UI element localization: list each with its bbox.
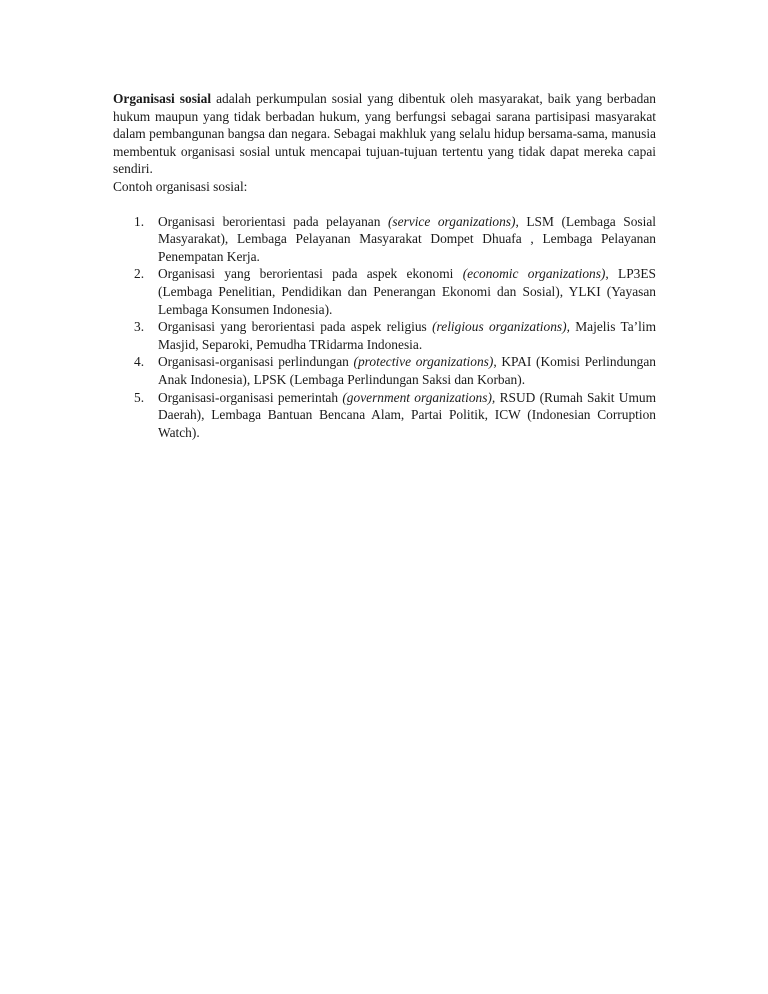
intro-paragraph xyxy=(113,90,656,178)
list-item-text-after: , LP3ES (Lembaga Penelitian, Pendidikan dan Penerangan Ekonomi dan Sosial), YLKI (Yayasan Lembaga Konsumen Indonesia). xyxy=(158,266,656,317)
document-page xyxy=(113,90,656,441)
list-item-number: 1. xyxy=(134,213,145,229)
list-item-italic: (economic organizations) xyxy=(462,266,606,282)
list-item-text-after: Majelis Ta’lim Masjid, Separoki, Pemudha TRidarma Indonesia. xyxy=(158,319,656,352)
list-item-text: Organisasi-organisasi pemerintah xyxy=(158,389,343,405)
intro-text: adalah perkumpulan sosial yang dibentuk oleh masyarakat, baik yang berbadan hukum maupun yang tidak berbadan hukum, yang berfungsi sebagai sarana partisipasi masyarakat dalam pembangunan bangsa dan negara. Sebagai makhluk yang selalu hidup bersama-sama, manusia membentuk organisasi sosial untuk mencapai tujuan-tujuan tertentu yang tidak dapat mereka capai sendiri. xyxy=(113,91,656,177)
list-item-text: Organisasi yang berorientasi pada aspek religius xyxy=(158,319,433,335)
list-item xyxy=(113,318,656,353)
list-item-text-after: RSUD (Rumah Sakit Umum Daerah), Lembaga Bantuan Bencana Alam, Partai Politik, ICW (Indonesian Corruption Watch). xyxy=(158,389,656,440)
list-item-italic: (government organizations), xyxy=(342,389,496,405)
list-item-number: 3. xyxy=(134,319,145,335)
list-item-number: 5. xyxy=(134,389,145,405)
list-item xyxy=(113,389,656,442)
list-item-text: Organisasi yang berorientasi pada aspek ekonomi xyxy=(158,266,463,282)
list-item-text-after: , KPAI (Komisi Perlindungan Anak Indonesia), LPSK (Lembaga Perlindungan Saksi dan Korban). xyxy=(158,354,656,387)
list-item-number: 2. xyxy=(134,266,145,282)
list-item-text-after: , LSM (Lembaga Sosial Masyarakat), Lembaga Pelayanan Masyarakat Dompet Dhuafa , Lembaga Pelayanan Penempatan Kerja. xyxy=(158,213,656,264)
list-item-text: Organisasi berorientasi pada pelayanan xyxy=(158,213,388,229)
examples-heading: Contoh organisasi sosial: xyxy=(113,178,248,194)
list-item xyxy=(113,353,656,388)
list-item-text: Organisasi-organisasi perlindungan xyxy=(158,354,354,370)
list-item-number: 4. xyxy=(134,354,145,370)
organization-list xyxy=(113,213,656,442)
list-item-italic: (protective organizations) xyxy=(353,354,494,370)
list-item xyxy=(113,213,656,266)
list-item xyxy=(113,265,656,318)
list-item-italic: (religious organizations), xyxy=(432,319,570,335)
intro-term: Organisasi sosial xyxy=(113,91,212,106)
list-item-italic: (service organizations) xyxy=(387,213,516,229)
